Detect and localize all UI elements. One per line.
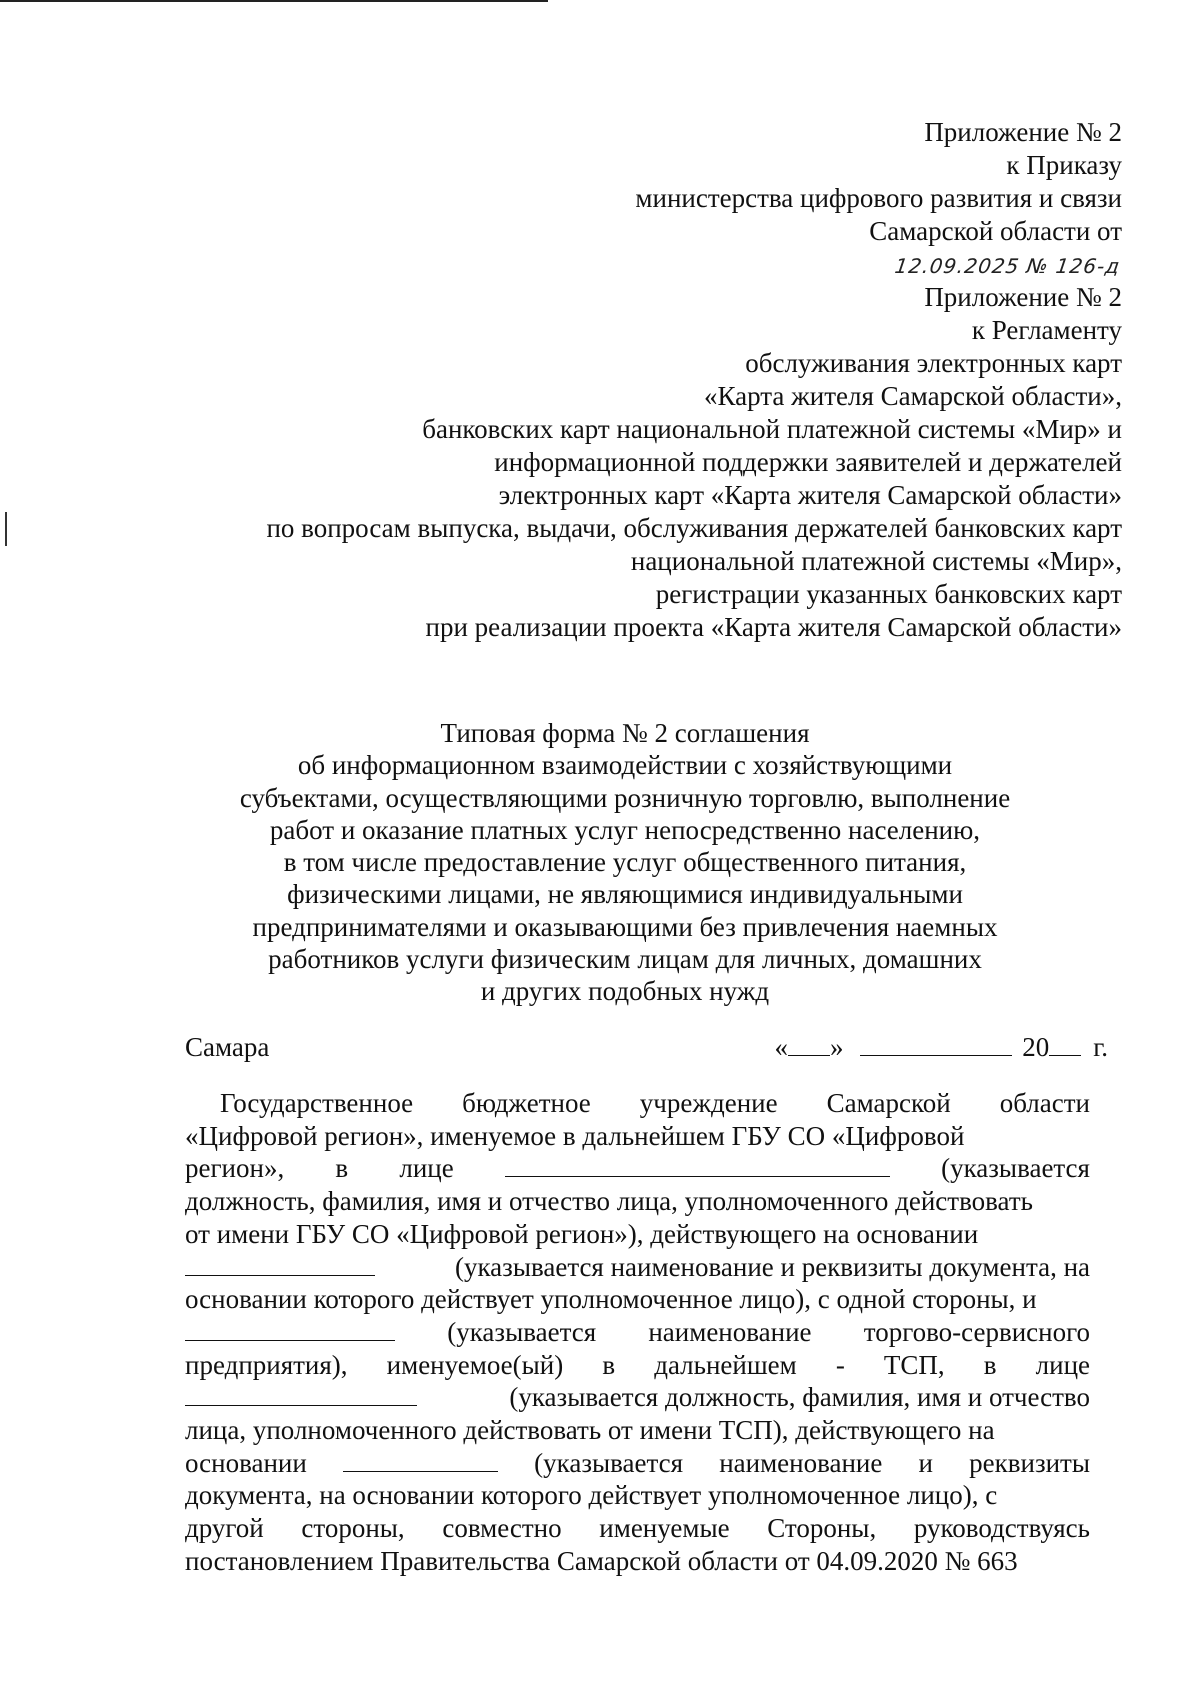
word: совместно bbox=[442, 1513, 562, 1544]
header-line: к Регламенту bbox=[971, 315, 1122, 345]
word: лице bbox=[399, 1153, 454, 1184]
scan-edge-line bbox=[0, 0, 548, 2]
blank-tsp-document bbox=[343, 1447, 498, 1472]
word: Государственное bbox=[220, 1088, 414, 1118]
body-line: от имени ГБУ СО «Цифровой регион»), действующего на основании bbox=[185, 1218, 979, 1249]
word: и bbox=[918, 1447, 933, 1478]
word: регион», bbox=[185, 1153, 285, 1184]
date-open-quote: « bbox=[774, 1032, 788, 1062]
body-line bbox=[185, 1152, 1090, 1185]
title-line: физическими лицами, не являющимися индивидуальными bbox=[287, 879, 963, 910]
date-month-blank bbox=[860, 1031, 1012, 1056]
header-line: электронных карт «Карта жителя Самарской области» bbox=[498, 480, 1122, 510]
word: лице bbox=[1035, 1349, 1090, 1380]
blank-tsp-representative bbox=[185, 1381, 417, 1406]
header-line: банковских карт национальной платежной системы «Мир» и bbox=[422, 414, 1122, 444]
title-line: в том числе предоставление услуг общественного питания, bbox=[283, 847, 967, 878]
body-line: документа, на основании которого действует уполномоченное лицо), с bbox=[185, 1480, 998, 1511]
word: дальнейшем bbox=[654, 1349, 797, 1380]
body-line bbox=[185, 1349, 1090, 1382]
title-line: субъектами, осуществляющими розничную торговлю, выполнение bbox=[239, 782, 1011, 813]
word: именуемые bbox=[599, 1513, 730, 1544]
date-year-suffix: г. bbox=[1093, 1032, 1108, 1062]
header-line: национальной платежной системы «Мир», bbox=[630, 546, 1122, 576]
header-line: к Приказу bbox=[1006, 150, 1122, 180]
date-year-blank bbox=[1049, 1031, 1081, 1056]
word: другой bbox=[185, 1513, 264, 1544]
line-text: (указывается наименование и реквизиты документа, на bbox=[454, 1251, 1090, 1282]
date-close-quote: » bbox=[829, 1032, 844, 1062]
handwritten-order-date: 12.09.2025 № 126-д bbox=[893, 254, 1122, 278]
word: Самарской bbox=[826, 1088, 951, 1118]
body-line: постановлением Правительства Самарской области от 04.09.2020 № 663 bbox=[185, 1545, 1018, 1576]
place-name: Самара bbox=[185, 1032, 270, 1062]
word: в bbox=[335, 1153, 349, 1184]
word: предприятия), bbox=[185, 1349, 348, 1380]
word: именуемое(ый) bbox=[386, 1349, 564, 1380]
header-line: информационной поддержки заявителей и держателей bbox=[494, 447, 1122, 477]
header-line: Самарской области от bbox=[869, 216, 1122, 246]
header-line: при реализации проекта «Карта жителя Самарской области» bbox=[425, 612, 1122, 642]
header-line: Приложение № 2 bbox=[924, 282, 1122, 312]
title-line: предпринимателями и оказывающими без привлечения наемных bbox=[252, 911, 998, 942]
agreement-body bbox=[185, 1087, 1090, 1578]
place-date-line bbox=[185, 1031, 1108, 1063]
title-line: работ и оказание платных услуг непосредственно населению, bbox=[269, 814, 981, 845]
header-line: «Карта жителя Самарской области», bbox=[704, 381, 1122, 411]
body-line: лица, уполномоченного действовать от имени ТСП), действующего на bbox=[185, 1415, 995, 1446]
word: наименование bbox=[648, 1316, 812, 1347]
body-line: основании которого действует уполномоченное лицо), с одной стороны, и bbox=[185, 1284, 1037, 1315]
word: (указывается bbox=[534, 1447, 684, 1478]
word: - bbox=[835, 1349, 845, 1380]
scan-margin-mark bbox=[5, 512, 7, 546]
body-line: должность, фамилия, имя и отчество лица, уполномоченного действовать bbox=[185, 1186, 1033, 1217]
word: (указывается bbox=[447, 1316, 597, 1347]
blank-gbu-document bbox=[185, 1251, 375, 1276]
word: стороны, bbox=[301, 1513, 405, 1544]
body-line bbox=[185, 1512, 1090, 1545]
line-text: (указывается должность, фамилия, имя и отчество bbox=[509, 1382, 1090, 1413]
date-day-blank bbox=[788, 1031, 830, 1056]
body-line bbox=[185, 1087, 1090, 1120]
title-line: работников услуги физическим лицам для личных, домашних bbox=[268, 944, 982, 975]
word: основании bbox=[185, 1447, 307, 1478]
word: учреждение bbox=[639, 1088, 778, 1118]
body-line bbox=[185, 1447, 1090, 1480]
body-line: «Цифровой регион», именуемое в дальнейшем ГБУ СО «Цифровой bbox=[185, 1120, 965, 1151]
date-year-prefix: 20 bbox=[1022, 1032, 1050, 1062]
word: в bbox=[602, 1349, 616, 1380]
header-line: министерства цифрового развития и связи bbox=[635, 183, 1122, 213]
header-line: обслуживания электронных карт bbox=[745, 348, 1122, 378]
word: ТСП, bbox=[883, 1349, 945, 1380]
blank-tsp-name bbox=[185, 1316, 395, 1341]
date-field bbox=[774, 1031, 1108, 1063]
word: руководствуясь bbox=[913, 1513, 1090, 1544]
word: в bbox=[983, 1349, 997, 1380]
header-line: Приложение № 2 bbox=[924, 117, 1122, 147]
blank-representative-gbu bbox=[505, 1152, 890, 1177]
body-line bbox=[185, 1251, 1090, 1284]
header-line: регистрации указанных банковских карт bbox=[655, 579, 1122, 609]
body-line bbox=[185, 1381, 1090, 1414]
word: Стороны, bbox=[767, 1513, 877, 1544]
word: наименование bbox=[719, 1447, 883, 1478]
body-line bbox=[185, 1316, 1090, 1349]
title-line: Типовая форма № 2 соглашения bbox=[440, 718, 810, 748]
title-line: и других подобных нужд bbox=[480, 976, 770, 1007]
title-line: об информационном взаимодействии с хозяйствующими bbox=[297, 750, 953, 781]
word: торгово-сервисного bbox=[863, 1316, 1090, 1347]
word: (указывается bbox=[941, 1153, 1090, 1184]
appendix-header bbox=[162, 116, 1122, 644]
word: бюджетное bbox=[462, 1088, 591, 1118]
document-title bbox=[175, 717, 1075, 1008]
header-line: по вопросам выпуска, выдачи, обслуживания держателей банковских карт bbox=[266, 513, 1122, 543]
word: области bbox=[999, 1088, 1090, 1118]
word: реквизиты bbox=[969, 1447, 1090, 1478]
